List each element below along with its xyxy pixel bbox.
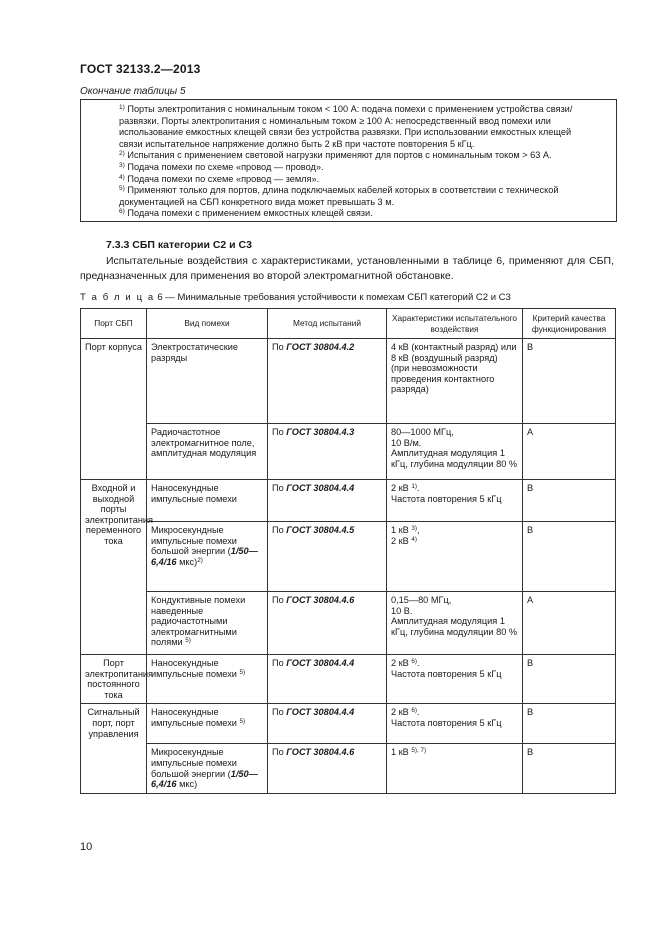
- cell-characteristics: 4 кВ (контактный разряд) или 8 кВ (воздушный разряд) (при невозможности проведения контактного разряда): [387, 339, 523, 424]
- cell-kind: Наносекундные импульсные помехи $^{5)}$: [147, 655, 268, 704]
- cell-characteristics: 2 кВ $^{6)}$. Частота повторения 5 кГц: [387, 704, 523, 744]
- table6-caption-prefix: Т а б л и ц а: [80, 292, 155, 303]
- note-3: $^{3)}$ Подача помехи по схеме «провод — провод».: [119, 161, 324, 172]
- note-2: $^{2)}$ Испытания с применением световой нагрузки применяют для портов с номинальным током > 63 А.: [119, 150, 552, 161]
- table-header-row: [81, 309, 616, 339]
- cell-port: Сигнальный порт, порт управления: [81, 704, 147, 793]
- cell-characteristics: 0,15—80 МГц, 10 В. Амплитудная модуляция 1 кГц, глубина модуляции 80 %: [387, 592, 523, 655]
- cell-kind: Наносекундные импульсные помехи $^{5)}$: [147, 704, 268, 744]
- cell-characteristics: 1 кВ $^{5), 7)}$: [387, 744, 523, 793]
- cell-kind: Микросекундные импульсные помехи большой энергии (1/50—6,4/16 мкс): [147, 744, 268, 793]
- cell-port: Входной и выходной порты электропитания переменного тока: [81, 480, 147, 655]
- cell-kind: Электростатические разряды: [147, 339, 268, 424]
- cell-method: По ГОСТ 30804.4.3: [268, 424, 387, 480]
- standard-reference: ГОСТ 30804.4.3: [286, 427, 355, 437]
- cell-kind-extra: (1/50—6,4/16 мкс): [151, 768, 258, 790]
- cell-criterion: B: [523, 655, 616, 704]
- note-1: $^{1)}$ Порты электропитания с номинальным током < 100 А: подача помехи с применением устройства связи/развязки. Порты электропитания с номинальным током ≥ 100 А: непосредственный ввод помехи или использование емкостных клещей связи без устройства развязки. При использовании емкостных клещей связи испытательное напряжение должно быть 2 кВ при частоте повторения 5 кГц.: [119, 104, 573, 149]
- standard-reference: ГОСТ 30804.4.2: [286, 342, 355, 352]
- table-row: [81, 704, 616, 744]
- header-kind: Вид помехи: [147, 309, 268, 339]
- table5-notes-box: [80, 99, 617, 222]
- standard-reference: ГОСТ 30804.4.4: [286, 483, 355, 493]
- table-row: [81, 480, 616, 522]
- note-4: $^{4)}$ Подача помехи по схеме «провод — земля».: [119, 173, 320, 184]
- cell-criterion: A: [523, 424, 616, 480]
- table-row: [81, 655, 616, 704]
- cell-criterion: A: [523, 592, 616, 655]
- section-title: 7.3.3 СБП категории С2 и С3: [106, 239, 252, 251]
- table-row: [81, 592, 616, 655]
- standard-reference: ГОСТ 30804.4.6: [286, 595, 355, 605]
- cell-characteristics: 80—1000 МГц, 10 В/м. Амплитудная модуляция 1 кГц, глубина модуляции 80 %: [387, 424, 523, 480]
- table-row: [81, 744, 616, 793]
- cell-port: Порт электропитания постоянного тока: [81, 655, 147, 704]
- table-row: [81, 424, 616, 480]
- cell-method: По ГОСТ 30804.4.6: [268, 744, 387, 793]
- table6-body: [81, 339, 616, 794]
- cell-method: По ГОСТ 30804.4.4: [268, 704, 387, 744]
- cell-method: По ГОСТ 30804.4.4: [268, 480, 387, 522]
- cell-criterion: B: [523, 704, 616, 744]
- table6-caption: [80, 292, 511, 303]
- standard-reference: ГОСТ 30804.4.4: [286, 658, 355, 668]
- header-port: Порт СБП: [81, 309, 147, 339]
- cell-method: По ГОСТ 30804.4.2: [268, 339, 387, 424]
- cell-kind: Микросекундные импульсные помехи большой энергии (1/50—6,4/16 мкс)$^{2)}$: [147, 522, 268, 592]
- cell-method: По ГОСТ 30804.4.6: [268, 592, 387, 655]
- table-row: [81, 339, 616, 424]
- cell-port: Порт корпуса: [81, 339, 147, 480]
- cell-method: По ГОСТ 30804.4.5: [268, 522, 387, 592]
- note-6: $^{6)}$ Подача помехи с применением емкостных клещей связи.: [119, 208, 373, 219]
- cell-characteristics: 1 кВ $^{3)}$, 2 кВ $^{4)}$: [387, 522, 523, 592]
- standard-reference: ГОСТ 30804.4.4: [286, 707, 355, 718]
- cell-kind: Кондуктивные помехи наведенные радиочастотными электромагнитными полями $^{5)}$: [147, 592, 268, 655]
- cell-characteristics: 2 кВ $^{1)}$. Частота повторения 5 кГц: [387, 480, 523, 522]
- cell-criterion: B: [523, 744, 616, 793]
- note-5: $^{5)}$ Применяют только для портов, длина подключаемых кабелей которых в соответствии с технической документацией на СБП конкретного вида может превышать 3 м.: [119, 185, 559, 207]
- table6: [80, 308, 616, 794]
- section-paragraph: Испытательные воздействия с характеристиками, установленными в таблице 6, применяют для СБП, предназначенных для применения во второй электромагнитной обстановке.: [80, 255, 614, 282]
- cell-criterion: B: [523, 480, 616, 522]
- cell-criterion: B: [523, 339, 616, 424]
- cell-criterion: B: [523, 522, 616, 592]
- standard-reference: ГОСТ 30804.4.6: [286, 747, 355, 758]
- header-method: Метод испытаний: [268, 309, 387, 339]
- table6-caption-text: 6 — Минимальные требования устойчивости к помехам СБП категорий С2 и С3: [154, 292, 511, 303]
- table5-end-caption: Окончание таблицы 5: [80, 86, 186, 97]
- header-characteristics: Характеристики испытательного воздействия: [387, 309, 523, 339]
- cell-characteristics: 2 кВ $^{6)}$. Частота повторения 5 кГц: [387, 655, 523, 704]
- document-header: ГОСТ 32133.2—2013: [80, 62, 201, 76]
- table-row: [81, 522, 616, 592]
- cell-method: По ГОСТ 30804.4.4: [268, 655, 387, 704]
- standard-reference: ГОСТ 30804.4.5: [286, 525, 355, 535]
- cell-kind: Наносекундные импульсные помехи: [147, 480, 268, 522]
- cell-kind: Радиочастотное электромагнитное поле, амплитудная модуляция: [147, 424, 268, 480]
- page-number: 10: [80, 841, 93, 853]
- header-criterion: Критерий качества функционирования: [523, 309, 616, 339]
- cell-kind-extra: (1/50—6,4/16 мкс)$^{2)}$: [151, 546, 258, 567]
